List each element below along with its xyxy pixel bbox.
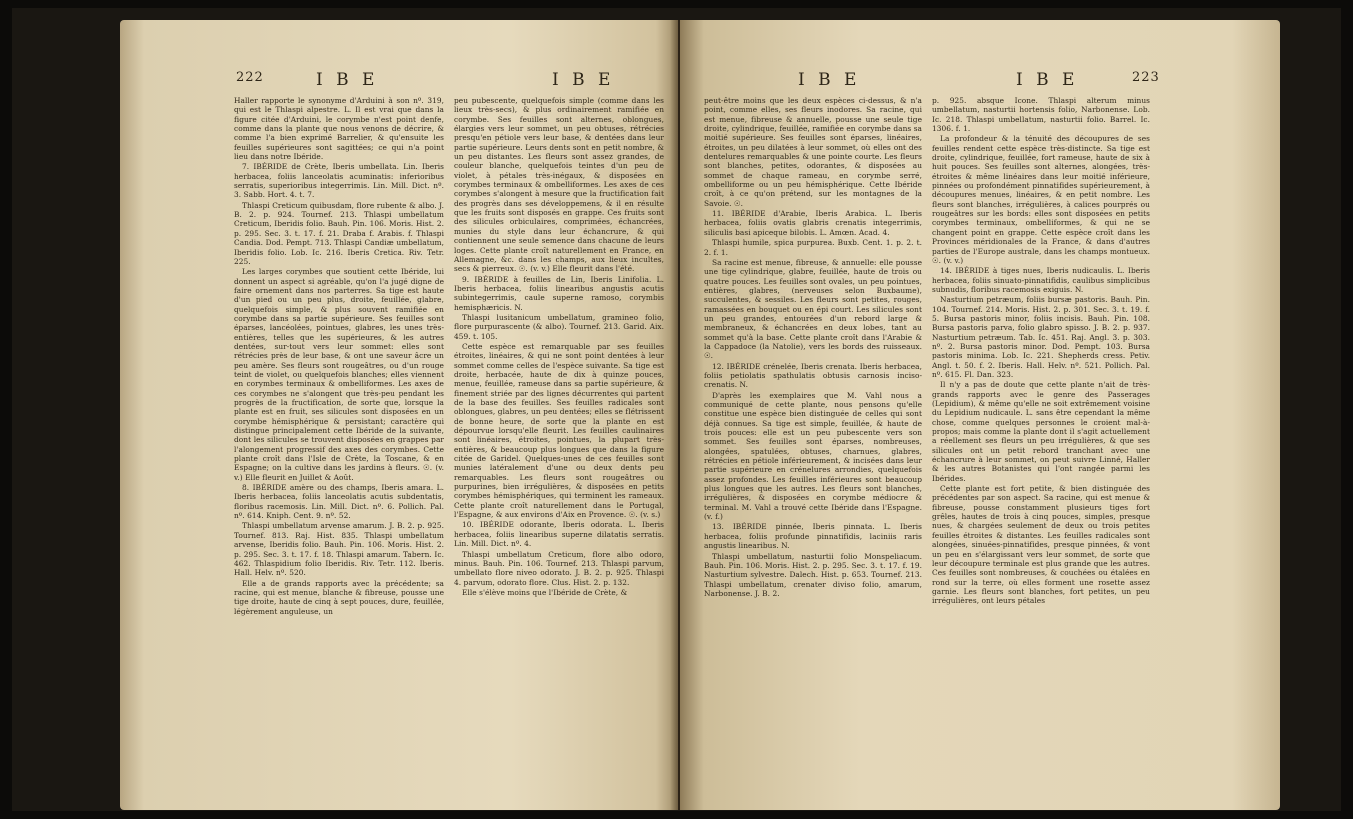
right-page-column-1 [704,96,922,786]
paragraph: Thlaspi umbellatum arvense amarum. J. B. 2. p. 925. Tournef. 813. Raj. Hist. 835. Thlaspi umbellatum arvense, Iberidis folio. Bauh. Pin. 106. Moris. Hist. 2. p. 295. Sec. 3. t. 17. f. 18. Thlaspi amarum. Tabern. Ic. 462. Thlaspidium folio Iberidis. Riv. Tetr. 112. Iberis. Hall. Helv. nº. 520. [234,521,444,578]
paragraph: peu pubescente, quelquefois simple (comme dans les lieux très-secs), & plus ordinairement ramifiée en corymbe. Ses feuilles sont alternes, oblongues, élargies vers leur sommet, un peu obtuses, rétrécies presqu'en pétiole vers leur base, & dentées dans leur partie supérieure. Leurs dents sont en petit nombre, & un peu distantes. Les fleurs sont assez grandes, de couleur blanche, quelquefois teintes d'un peu de violet, à pétales très-inégaux, & disposées en corymbes terminaux & ombelliformes. Les axes de ces corymbes s'alongent à mesure que la fructification fait des progrès dans ses développemens, & il en résulte que les fruits sont disposés en grappe. Ces fruits sont des silicules orbiculaires, comprimées, échancrées, munies du style dans leur échancrure, & qui contiennent une seule semence dans chacune de leurs loges. Cette plante croît naturellement en France, en Allemagne, &c. dans les champs, aux lieux incultes, secs & pierreux. ☉. (v. v.) Elle fleurit dans l'été. [454,96,664,274]
paragraph: 14. IBÉRIDE à tiges nues, Iberis nudicaulis. L. Iberis herbacea, foliis sinuato-pinnatifidis, caulibus simplicibus subnudis, floribus racemosis exiguis. N. [932,266,1150,294]
paragraph: 13. IBÉRIDE pinnée, Iberis pinnata. L. Iberis herbacea, foliis profunde pinnatifidis, laciniis raris angustis linearibus. N. [704,522,922,551]
paragraph: Elle a de grands rapports avec la précédente; sa racine, qui est menue, blanche & fibreuse, pousse une tige droite, haute de cinq à sept pouces, dure, feuillée, légèrement anguleuse, un [234,578,444,616]
left-running-head-1: I B E [316,70,379,90]
left-page-number: 222 [236,70,264,85]
right-running-head-1: I B E [798,70,861,90]
paragraph: Thlaspi humile, spica purpurea. Buxb. Cent. 1. p. 2. t. 2. f. 1. [704,238,922,257]
paragraph: Cette plante est fort petite, & bien distinguée des précédentes par son aspect. Sa racine, qui est menue & fibreuse, pousse constamment plusieurs tiges fort grêles, hautes de trois à cinq pouces, simples, presque nues, & chargées seulement de deux ou trois petites feuilles étroites & distantes. Les feuilles radicales sont alongées, sinuées-pinnatifides, presque pinnées, & vont un peu en s'élargissant vers leur sommet, de sorte que leur découpure terminale est plus grande que les autres. Ces feuilles sont nombreuses, & couchées ou étalées en rond sur la terre, où elles forment une rosette assez garnie. Les fleurs sont blanches, fort petites, un peu irrégulières, ont leurs pétales [932,484,1150,606]
right-page-number: 223 [1132,70,1160,85]
paragraph: Elle s'élève moins que l'Ibéride de Crète, & [462,587,628,597]
paragraph: 10. IBÉRIDE odorante, Iberis odorata. L. Iberis herbacea, foliis linearibus superne dilatatis serratis. Lin. Mill. Dict. nº. 4. [454,520,664,549]
paragraph: Thlaspi umbellatum Creticum, flore albo odoro, minus. Bauh. Pin. 106. Tournef. 213. Thlaspi parvum, umbellato flore niveo odorato. J. B. 2. p. 925. Thlaspi 4. parvum, odorato flore. Clus. Hist. 2. p. 132. [454,549,664,587]
left-page [120,20,678,810]
paragraph: 8. IBÉRIDE amère ou des champs, Iberis amara. L. Iberis herbacea, foliis lanceolatis acutis subdentatis, floribus racemosis. Lin. Mill. Dict. nº. 6. Pollich. Pal. nº. 614. Kniph. Cent. 9. nº. 52. [234,483,444,521]
paragraph: 9. IBÉRIDE à feuilles de Lin, Iberis Linifolia. L. Iberis herbacea, foliis linearibus angustis acutis subintegerrimis, caule superne ramoso, corymbis hemisphæricis. N. [454,274,664,312]
paragraph: Cette espèce est remarquable par ses feuilles étroites, linéaires, & qui ne sont point dentées à leur sommet comme celles de l'espèce suivante. Sa tige est droite, herbacée, haute de dix à quinze pouces, menue, feuillée, rameuse dans sa partie supérieure, & finement striée par des lignes décurrentes qui partent de la base des feuilles. Ses feuilles radicales sont oblongues, glabres, un peu dentées; elles se flétrissent de bonne heure, de sorte que la plante en est dépourvue lorsqu'elle fleurit. Les feuilles caulinaires sont linéaires, étroites, pointues, la plupart très-entières, & beaucoup plus longues que dans la figure citée de Garidel. Quelques-unes de ces feuilles sont munies latéralement d'une ou deux dents peu remarquables. Les fleurs sont rougeâtres ou purpurines, bien irrégulières, & disposées en petits corymbes hémisphériques, qui terminent les rameaux. Cette plante croît naturellement dans le Portugal, l'Espagne, & aux environs d'Aix en Provence. ☉. (v. s.) [454,341,664,520]
paragraph: p. 925. absque Icone. Thlaspi alterum minus umbellatum, nasturtii hortensis folio, Narbonense. Lob. Ic. 218. Thlaspi umbellatum, nasturtii folio. Barrel. Ic. 1306. f. 1. [932,96,1150,134]
paragraph: Haller rapporte le synonyme d'Arduini à son nº. 319, qui est le Thlaspi alpestre. L. Il est vrai que dans la figure citée d'Arduini, le corymbe n'est point denfe, comme dans la plante que nous venons de décrire, & comme l'a bien exprimé Barrelier, & qu'ensuite les feuilles supérieures sont sagittées; ce qui n'a point lieu dans notre Ibéride. [234,96,444,162]
left-page-header [120,70,678,92]
paragraph: 7. IBÉRIDE de Crète, Iberis umbellata. Lin. Iberis herbacea, foliis lanceolatis acuminatis: inferioribus serratis, superioribus integerrimis. Lin. Mill. Dict. nº. 3. Sabb. Hort. 4. t. 7. [234,162,444,200]
right-page [680,20,1280,810]
left-page-column-2 [454,96,664,786]
open-book [12,8,1341,811]
paragraph: 11. IBÉRIDE d'Arabie, Iberis Arabica. L. Iberis herbacea, foliis ovatis glabris crenatis integerrimis, siliculis basi apiceque bilobis. L. Amœn. Acad. 4. [704,209,922,237]
left-page-column-1 [234,96,444,786]
paragraph: Thlaspi umbellatum, nasturtii folio Monspeliacum. Bauh. Pin. 106. Moris. Hist. 2. p. 295. Sec. 3. t. 17. f. 19. Nasturtium sylvestre. Dalech. Hist. p. 653. Tournef. 213. Thlaspi umbellatum, crenater diviso folio, amarum, Narbonense. J. B. 2. [704,551,922,598]
left-running-head-2: I B E [552,70,615,90]
paragraph: La profondeur & la ténuité des découpures de ses feuilles rendent cette espèce très-distincte. Sa tige est droite, cylindrique, feuillée, fort rameuse, haute de six à huit pouces. Ses feuilles sont alternes, alongées, très-étroites & même linéaires dans leur moitié inférieure, pinnées ou profondément pinnatifides supérieurement, à découpures menues, linéaires, & en petit nombre. Les fleurs sont blanches, irrégulières, à calices pourprés ou rougeâtres sur les bords: elles sont disposées en petits corymbes terminaux, ombelliformes, & qui ne se changent point en grappe. Cette espèce croît dans les Provinces méridionales de la France, & dans d'autres parties de l'Europe australe, dans les champs montueux. ☉. (v. v.) [932,134,1150,265]
paragraph: peut-être moins que les deux espèces ci-dessus, & n'a point, comme elles, ses fleurs inodores. Sa racine, qui est menue, fibreuse & annuelle, pousse une seule tige droite, cylindrique, feuillée, ramifiée en corymbe dans sa moitié supérieure. Ses feuilles sont éparses, linéaires, étroites, un peu dilatées à leur sommet, où elles ont des dentelures remarquables & une pointe courte. Les fleurs sont blanches, petites, odorantes, & disposées au sommet de chaque rameau, en corymbe serré, ombelliforme ou un peu hémisphérique. Cette Ibéride croît, à ce qu'on prétend, sur les montagnes de la Savoie. ☉. [704,96,922,208]
right-running-head-2: I B E [1016,70,1079,90]
right-page-column-2 [932,96,1150,786]
paragraph: Sa racine est menue, fibreuse, & annuelle: elle pousse une tige cylindrique, glabre, feuillée, haute de trois ou quatre pouces. Les feuilles sont ovales, un peu pointues, entières, glabres, (nerveuses selon Buxbaume), succulentes, & sessiles. Les fleurs sont petites, rouges, ramassées en bouquet ou en épi court. Les silicules sont un peu grandes, entourées d'un rebord large & membraneux, & échancrées en deux lobes, tant au sommet qu'à la base. Cette plante croît dans l'Arabie & la Cappadoce (la Natolie), vers les bords des ruisseaux. ☉. [704,257,922,361]
paragraph: Thlaspi lusitanicum umbellatum, gramineo folio, flore purpurascente (& albo). Tournef. 213. Garid. Aix. 459. t. 105. [454,312,664,341]
paragraph: Thlaspi Creticum quibusdam, flore rubente & albo. J. B. 2. p. 924. Tournef. 213. Thlaspi umbellatum Creticum, Iberidis folio. Bauh. Pin. 106. Moris. Hist. 2. p. 295. Sec. 3. t. 17. f. 21. Draba f. Arabis. f. Thlaspi Candia. Dod. Pempt. 713. Thlaspi Candiæ umbellatum, Iberidis folio. Lob. Ic. 216. Iberis Cretica. Riv. Tetr. 225. [234,200,444,266]
paragraph: D'après les exemplaires que M. Vahl nous a communiqué de cette plante, nous pensons qu'elle constitue une espèce bien distinguée de celles qui sont déjà connues. Sa tige est simple, feuillée, & haute de trois pouces: elle est un peu pubescente vers son sommet. Ses feuilles sont éparses, nombreuses, alongées, spatulées, obtuses, charnues, glabres, rétrécies en pétiole inférieurement, & incisées dans leur partie supérieure en crénelures arrondies, quelquefois assez profondes. Les feuilles inférieures sont beaucoup plus longues que les autres. Les fleurs sont blanches, irrégulières, & disposées en corymbe médiocre & terminal. M. Vahl a trouvé cette Ibéride dans l'Espagne. (v. f.) [704,390,922,522]
paragraph: Nasturtium petræum, foliis bursæ pastoris. Bauh. Pin. 104. Tournef. 214. Moris. Hist. 2. p. 301. Sec. 3. t. 19. f. 5. Bursa pastoris minor, foliis incisis. Bauh. Pin. 108. Bursa pastoris parva, folio glabro spisso. J. B. 2. p. 937. Nasturtium petræum. Tab. Ic. 451. Raj. Angl. 3. p. 303. nº. 2. Bursa pastoris minor. Dod. Pempt. 103. Bursa pastoris minima. Lob. Ic. 221. Shepherds cress. Petiv. Angl. t. 50. f. 2. Iberis. Hall. Helv. nº. 521. Pollich. Pal. nº. 615. Fl. Dan. 323. [932,295,1150,379]
right-page-header [680,70,1280,92]
paragraph: 12. IBÉRIDE crénelée, Iberis crenata. Iberis herbacea, foliis petiolatis spathulatis obtusis carnosis inciso-crenatis. N. [704,361,922,390]
paragraph: Les larges corymbes que soutient cette Ibéride, lui donnent un aspect si agréable, qu'on l'a jugé digne de faire ornement dans nos parterres. Sa tige est haute d'un pied ou un peu plus, droite, feuillée, glabre, quelquefois simple, & plus souvent ramifiée en corymbe dans sa partie supérieure. Ses feuilles sont éparses, lancéolées, pointues, glabres, les unes très-entières, telles que les supérieures, & les autres dentées, sur-tout vers leur sommet: elles sont rétrécies près de leur base, & ont une saveur âcre un peu amère. Ses fleurs sont rougeâtres, ou d'un rouge teint de violet, ou quelquefois blanches; elles viennent en corymbes terminaux & ombelliformes. Les axes de ces corymbes ne s'alongent que très-peu pendant les progrès de la fructification, de sorte que, lorsque la plante est en fruit, ses silicules sont disposées en un corymbe hémisphérique & persistant; caractère qui distingue principalement cette Ibéride de la suivante, dont les silicules se trouvent disposées en grappes par l'alongement progressif des axes des corymbes. Cette plante croît dans l'Isle de Crète, la Toscane, & en Espagne; on la cultive dans les jardins à fleurs. ☉. (v. v.) Elle fleurit en Juillet & Août. [234,267,444,482]
paragraph: Il n'y a pas de doute que cette plante n'ait de très-grands rapports avec le genre des Passerages (Lepidium), & même qu'elle ne soit extrêmement voisine du Lepidium nudicaule. L. sans être cependant la même chose, comme quelques personnes le croient mal-à-propos; mais comme la plante dont il s'agit actuellement a réellement ses fleurs un peu irrégulières, & que ses silicules ont un petit rebord tranchant avec une échancrure à leur sommet, on peut suivre Linné, Haller & les autres Botanistes qui l'ont rangée parmi les Ibérides. [932,380,1150,483]
